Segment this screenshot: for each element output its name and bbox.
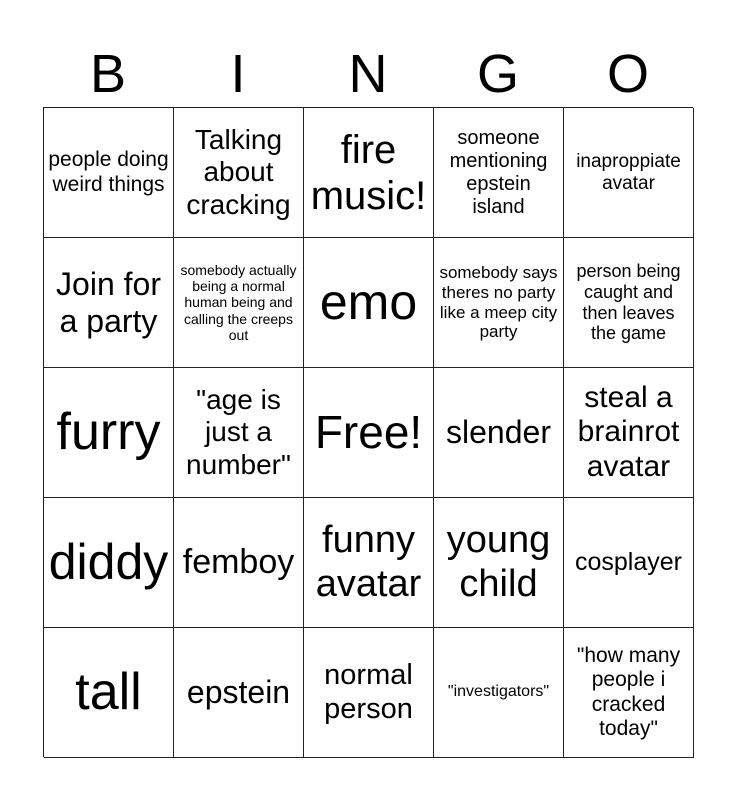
header-letter-g: G (476, 44, 519, 104)
bingo-cell-r4c1[interactable]: diddy (44, 498, 174, 628)
bingo-header (43, 40, 693, 108)
bingo-cell-r5c5[interactable]: "how many people i cracked today" (564, 628, 694, 758)
bingo-cell-r1c4[interactable]: someone mentioning epstein island (434, 108, 564, 238)
bingo-cell-r3c2[interactable]: "age is just a number" (174, 368, 304, 498)
bingo-cell-r2c3[interactable]: emo (304, 238, 434, 368)
bingo-cell-r1c5[interactable]: inaproppiate avatar (564, 108, 694, 238)
bingo-cell-r4c3[interactable]: funny avatar (304, 498, 434, 628)
bingo-cell-r2c4[interactable]: somebody says theres no party like a meep city party (434, 238, 564, 368)
bingo-cell-r1c2[interactable]: Talking about cracking (174, 108, 304, 238)
bingo-cell-r3c4[interactable]: slender (434, 368, 564, 498)
header-letter-b: B (89, 44, 127, 104)
bingo-cell-r1c3[interactable]: fire music! (304, 108, 434, 238)
bingo-cell-r4c5[interactable]: cosplayer (564, 498, 694, 628)
bingo-cell-r5c4[interactable]: "investigators" (434, 628, 564, 758)
header-letter-i: I (230, 44, 246, 104)
bingo-cell-r2c5[interactable]: person being caught and then leaves the game (564, 238, 694, 368)
bingo-cell-r4c4[interactable]: young child (434, 498, 564, 628)
header-letter-n: N (348, 44, 388, 104)
bingo-cell-r3c1[interactable]: furry (44, 368, 174, 498)
bingo-cell-r3c3[interactable]: Free! (304, 368, 434, 498)
bingo-cell-r1c1[interactable]: people doing weird things (44, 108, 174, 238)
bingo-cell-r2c2[interactable]: somebody actually being a normal human being and calling the creeps out (174, 238, 304, 368)
bingo-board (43, 107, 693, 757)
bingo-cell-r4c2[interactable]: femboy (174, 498, 304, 628)
bingo-cell-r2c1[interactable]: Join for a party (44, 238, 174, 368)
bingo-cell-r5c2[interactable]: epstein (174, 628, 304, 758)
bingo-cell-r5c1[interactable]: tall (44, 628, 174, 758)
bingo-cell-r5c3[interactable]: normal person (304, 628, 434, 758)
bingo-cell-r3c5[interactable]: steal a brainrot avatar (564, 368, 694, 498)
header-letter-o: O (606, 44, 649, 104)
